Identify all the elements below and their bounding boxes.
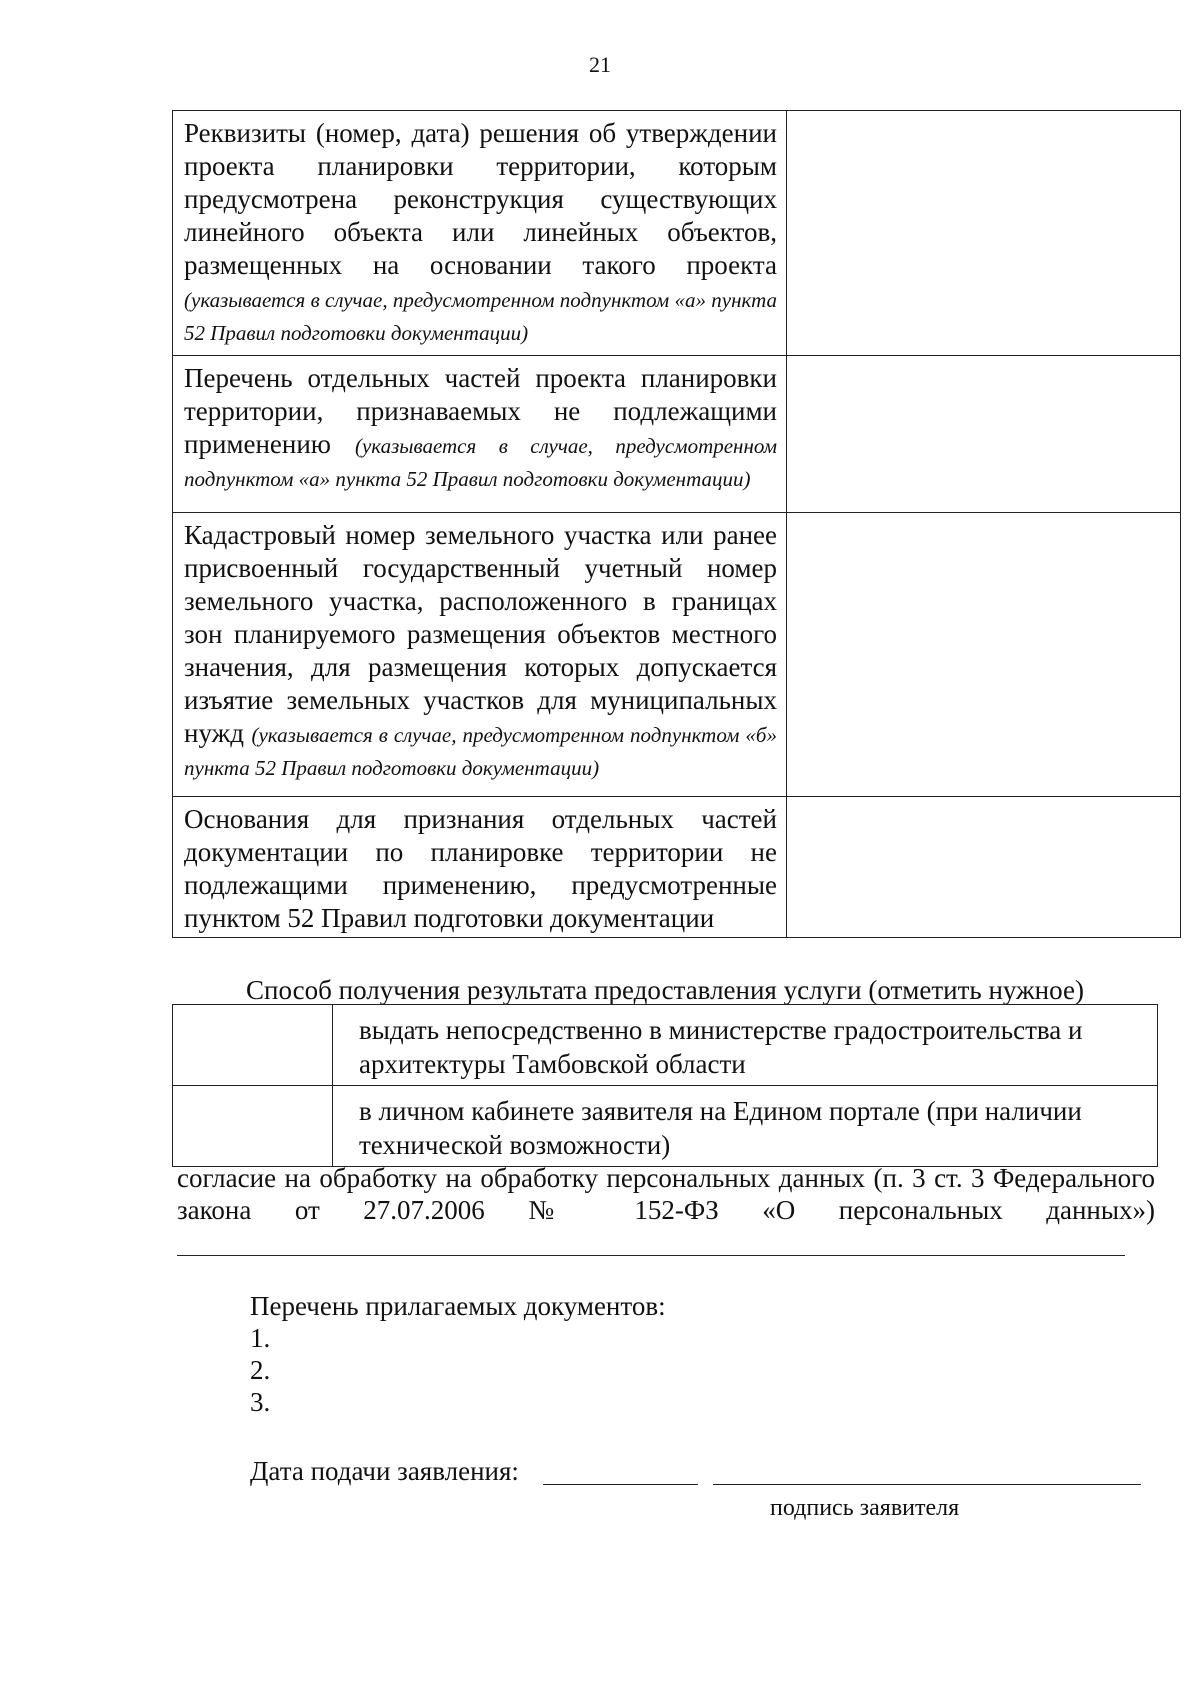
row-note: (указывается в случае, предусмотренном подпунктом «б» пункта 52 Правил подготовки документации) xyxy=(184,723,777,780)
list-item: 3. xyxy=(250,1387,271,1417)
table-row xyxy=(173,797,1181,938)
signature-caption: подпись заявителя xyxy=(770,1495,960,1521)
table-row xyxy=(173,1005,1158,1086)
consent-text: согласие на обработку на обработку персональных данных (п. 3 ст. 3 Федерального закона от 27.07.2006 № 152-ФЗ «О персональных данных») xyxy=(177,1163,1155,1225)
option-label: в личном кабинете заявителя на Едином портале (при наличии технической возможности) xyxy=(333,1086,1158,1167)
value-field[interactable] xyxy=(787,111,1181,356)
page-number: 21 xyxy=(589,52,611,77)
option-label: выдать непосредственно в министерстве градостроительства и архитектуры Тамбовской области xyxy=(333,1005,1158,1086)
row-label xyxy=(173,797,787,938)
row-label-text: Реквизиты (номер, дата) решения об утверждении проекта планировки территории, которым предусмотрена реконструкция существующих линейного объекта или линейных объектов, размещенных на основании такого проекта xyxy=(184,118,777,280)
value-field[interactable] xyxy=(787,356,1181,513)
row-label-text: Перечень отдельных частей проекта планировки территории, признаваемых не подлежащими применению xyxy=(184,363,777,459)
table-row xyxy=(173,111,1181,356)
details-table xyxy=(172,110,1181,938)
result-method-title: Способ получения результата предоставления услуги (отметить нужное) xyxy=(246,975,1084,1005)
row-note: (указывается в случае, предусмотренном подпунктом «а» пункта 52 Правил подготовки документации) xyxy=(184,288,777,345)
row-note: (указывается в случае, предусмотренном подпунктом «а» пункта 52 Правил подготовки документации) xyxy=(184,434,777,491)
option-checkbox[interactable] xyxy=(173,1005,333,1086)
value-field[interactable] xyxy=(787,513,1181,797)
row-label-text: Кадастровый номер земельного участка или ранее присвоенный государственный учетный номер земельного участка, расположенного в границах зон планируемого размещения объектов местного значения, для размещения которых допускается изъятие земельных участков для муниципальных нужд xyxy=(184,520,777,748)
attachments-list xyxy=(250,1290,666,1418)
submission-date-label: Дата подачи заявления: xyxy=(250,1456,519,1486)
row-label xyxy=(173,111,787,356)
row-label xyxy=(173,513,787,797)
result-method-table xyxy=(172,1004,1158,1167)
value-field[interactable] xyxy=(787,797,1181,938)
date-field[interactable] xyxy=(543,1484,698,1485)
row-label-text: Основания для признания отдельных частей документации по планировке территории не подлежащими применению, предусмотренные пунктом 52 Правил подготовки документации xyxy=(184,804,777,933)
list-item: 2. xyxy=(250,1355,271,1385)
signature-field[interactable] xyxy=(713,1484,1141,1485)
table-row xyxy=(173,1086,1158,1167)
table-row xyxy=(173,356,1181,513)
table-row xyxy=(173,513,1181,797)
list-item: 1. xyxy=(250,1323,271,1353)
option-checkbox[interactable] xyxy=(173,1086,333,1167)
attachments-title: Перечень прилагаемых документов: xyxy=(250,1291,666,1321)
consent-signature-line[interactable] xyxy=(177,1255,1125,1256)
row-label xyxy=(173,356,787,513)
